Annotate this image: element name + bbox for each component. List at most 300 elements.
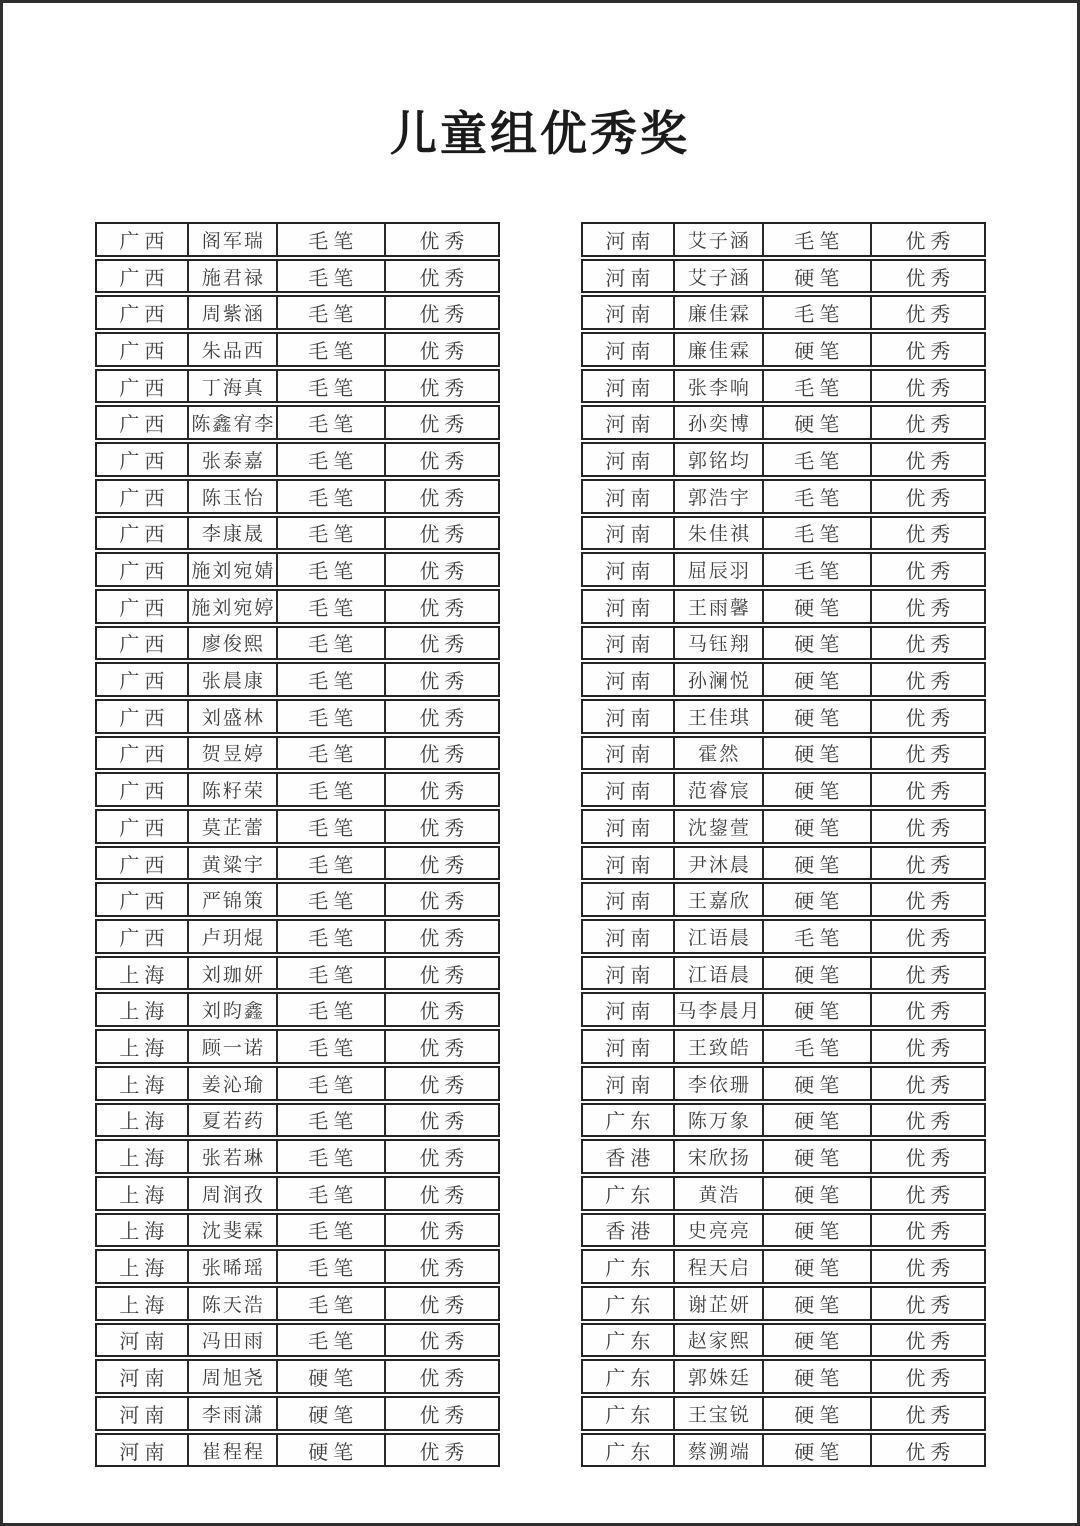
cell-pen-type: 毛笔 xyxy=(276,811,384,842)
cell-province: 广西 xyxy=(119,707,170,730)
cell-award: 优秀 xyxy=(384,701,498,732)
cell-name: 霍然 xyxy=(673,738,762,769)
cell-name: 郭浩宇 xyxy=(673,481,762,512)
table-row xyxy=(581,956,986,991)
cell-name: 张晞瑶 xyxy=(187,1251,276,1282)
cell-province: 河南 xyxy=(605,1001,656,1024)
cell-pen-type: 毛笔 xyxy=(276,334,384,365)
cell-pen-type: 毛笔 xyxy=(276,701,384,732)
cell-award: 优秀 xyxy=(870,1178,984,1209)
cell-name: 莫芷蕾 xyxy=(187,811,276,842)
cell-award: 优秀 xyxy=(384,1178,498,1209)
cell-name: 江语晨 xyxy=(673,921,762,952)
cell-award: 优秀 xyxy=(384,261,498,292)
cell-name: 张泰嘉 xyxy=(187,444,276,475)
cell-province: 上海 xyxy=(119,964,170,987)
cell-name: 宋欣扬 xyxy=(673,1141,762,1172)
cell-award: 优秀 xyxy=(870,444,984,475)
cell-province: 广东 xyxy=(605,1331,656,1354)
cell-award: 优秀 xyxy=(384,1215,498,1246)
cell-province: 广西 xyxy=(119,597,170,620)
cell-award: 优秀 xyxy=(384,371,498,402)
cell-province: 河南 xyxy=(605,450,656,473)
cell-award: 优秀 xyxy=(870,1031,984,1062)
table-row xyxy=(581,1103,986,1138)
cell-pen-type: 硬笔 xyxy=(762,261,870,292)
cell-pen-type: 硬笔 xyxy=(762,1398,870,1429)
table-row xyxy=(581,809,986,844)
cell-pen-type: 毛笔 xyxy=(276,554,384,585)
cell-pen-type: 硬笔 xyxy=(762,1361,870,1392)
cell-award: 优秀 xyxy=(870,701,984,732)
cell-name: 冯田雨 xyxy=(187,1325,276,1356)
table-row xyxy=(95,1139,500,1174)
cell-award: 优秀 xyxy=(870,334,984,365)
cell-name: 沈鋆萱 xyxy=(673,811,762,842)
cell-award: 优秀 xyxy=(384,334,498,365)
cell-pen-type: 毛笔 xyxy=(276,261,384,292)
table-row xyxy=(581,1139,986,1174)
cell-pen-type: 硬笔 xyxy=(762,994,870,1025)
table-row xyxy=(95,1286,500,1321)
cell-pen-type: 硬笔 xyxy=(762,1325,870,1356)
cell-name: 周紫涵 xyxy=(187,297,276,328)
cell-pen-type: 硬笔 xyxy=(762,701,870,732)
table-row xyxy=(95,736,500,771)
cell-province: 河南 xyxy=(605,1074,656,1097)
cell-pen-type: 硬笔 xyxy=(762,1141,870,1172)
table-row xyxy=(581,772,986,807)
cell-pen-type: 毛笔 xyxy=(276,518,384,549)
cell-pen-type: 毛笔 xyxy=(762,444,870,475)
cell-name: 顾一诺 xyxy=(187,1031,276,1062)
cell-award: 优秀 xyxy=(870,848,984,879)
table-row xyxy=(581,626,986,661)
table-row xyxy=(95,809,500,844)
cell-award: 优秀 xyxy=(870,1251,984,1282)
cell-province: 河南 xyxy=(605,267,656,290)
cell-award: 优秀 xyxy=(384,407,498,438)
cell-province: 上海 xyxy=(119,1111,170,1134)
cell-name: 陈玉怡 xyxy=(187,481,276,512)
cell-award: 优秀 xyxy=(870,1068,984,1099)
cell-award: 优秀 xyxy=(870,664,984,695)
cell-award: 优秀 xyxy=(384,1361,498,1392)
cell-province: 河南 xyxy=(119,1331,170,1354)
cell-name: 屈辰羽 xyxy=(673,554,762,585)
cell-award: 优秀 xyxy=(870,297,984,328)
cell-award: 优秀 xyxy=(870,224,984,255)
cell-province: 河南 xyxy=(605,1037,656,1060)
table-row xyxy=(95,479,500,514)
cell-province: 河南 xyxy=(605,597,656,620)
cell-province: 上海 xyxy=(119,1074,170,1097)
cell-award: 优秀 xyxy=(384,481,498,512)
cell-pen-type: 毛笔 xyxy=(276,297,384,328)
cell-award: 优秀 xyxy=(384,1251,498,1282)
cell-pen-type: 毛笔 xyxy=(276,481,384,512)
cell-province: 上海 xyxy=(119,1258,170,1281)
cell-name: 卢玥焜 xyxy=(187,921,276,952)
cell-province: 香港 xyxy=(605,1148,656,1171)
cell-award: 优秀 xyxy=(384,297,498,328)
cell-pen-type: 毛笔 xyxy=(276,1215,384,1246)
cell-award: 优秀 xyxy=(870,591,984,622)
cell-province: 上海 xyxy=(119,1221,170,1244)
cell-name: 张若琳 xyxy=(187,1141,276,1172)
cell-province: 广西 xyxy=(119,267,170,290)
cell-province: 广西 xyxy=(119,854,170,877)
cell-award: 优秀 xyxy=(384,554,498,585)
cell-pen-type: 毛笔 xyxy=(276,224,384,255)
cell-pen-type: 毛笔 xyxy=(276,994,384,1025)
cell-award: 优秀 xyxy=(384,921,498,952)
cell-name: 王嘉欣 xyxy=(673,884,762,915)
page-title: 儿童组优秀奖 xyxy=(390,109,690,161)
cell-province: 河南 xyxy=(119,1404,170,1427)
cell-name: 姜沁瑜 xyxy=(187,1068,276,1099)
cell-pen-type: 硬笔 xyxy=(762,591,870,622)
cell-pen-type: 毛笔 xyxy=(276,407,384,438)
table-row xyxy=(581,1433,986,1468)
cell-award: 优秀 xyxy=(870,811,984,842)
cell-pen-type: 毛笔 xyxy=(276,444,384,475)
cell-pen-type: 毛笔 xyxy=(762,481,870,512)
cell-award: 优秀 xyxy=(384,774,498,805)
cell-award: 优秀 xyxy=(384,848,498,879)
cell-award: 优秀 xyxy=(384,1288,498,1319)
table-row xyxy=(581,1176,986,1211)
cell-award: 优秀 xyxy=(384,811,498,842)
cell-province: 河南 xyxy=(605,744,656,767)
cell-award: 优秀 xyxy=(384,224,498,255)
table-row xyxy=(581,259,986,294)
cell-pen-type: 毛笔 xyxy=(762,554,870,585)
cell-award: 优秀 xyxy=(870,958,984,989)
cell-award: 优秀 xyxy=(870,481,984,512)
table-row xyxy=(581,1066,986,1101)
cell-province: 广西 xyxy=(119,524,170,547)
cell-pen-type: 硬笔 xyxy=(762,774,870,805)
table-row xyxy=(95,295,500,330)
cell-province: 广西 xyxy=(119,781,170,804)
cell-name: 廉佳霖 xyxy=(673,297,762,328)
cell-award: 优秀 xyxy=(384,664,498,695)
cell-province: 广东 xyxy=(605,1441,656,1464)
table-row xyxy=(581,846,986,881)
cell-award: 优秀 xyxy=(870,554,984,585)
cell-pen-type: 毛笔 xyxy=(762,921,870,952)
table-row xyxy=(581,882,986,917)
cell-pen-type: 硬笔 xyxy=(762,1288,870,1319)
cell-province: 河南 xyxy=(605,340,656,363)
cell-award: 优秀 xyxy=(870,1215,984,1246)
table-row xyxy=(581,1359,986,1394)
cell-award: 优秀 xyxy=(384,884,498,915)
cell-name: 朱品西 xyxy=(187,334,276,365)
table-row xyxy=(581,662,986,697)
cell-pen-type: 毛笔 xyxy=(276,1031,384,1062)
cell-award: 优秀 xyxy=(384,958,498,989)
cell-pen-type: 硬笔 xyxy=(762,407,870,438)
cell-award: 优秀 xyxy=(870,407,984,438)
cell-name: 孙奕博 xyxy=(673,407,762,438)
table-row xyxy=(581,699,986,734)
cell-province: 上海 xyxy=(119,1148,170,1171)
cell-award: 优秀 xyxy=(384,994,498,1025)
cell-name: 周旭尧 xyxy=(187,1361,276,1392)
cell-name: 陈籽荣 xyxy=(187,774,276,805)
cell-province: 河南 xyxy=(605,817,656,840)
cell-province: 广西 xyxy=(119,304,170,327)
cell-province: 河南 xyxy=(605,781,656,804)
cell-province: 河南 xyxy=(119,1441,170,1464)
table-row xyxy=(95,1029,500,1064)
table-row xyxy=(95,405,500,440)
cell-province: 广西 xyxy=(119,561,170,584)
cell-pen-type: 硬笔 xyxy=(276,1398,384,1429)
cell-award: 优秀 xyxy=(870,921,984,952)
cell-province: 河南 xyxy=(605,524,656,547)
table-row xyxy=(581,992,986,1027)
cell-name: 沈斐霖 xyxy=(187,1215,276,1246)
cell-name: 江语晨 xyxy=(673,958,762,989)
cell-name: 施君禄 xyxy=(187,261,276,292)
table-row xyxy=(95,992,500,1027)
table-row xyxy=(95,1103,500,1138)
table-row xyxy=(95,699,500,734)
cell-name: 黄粱宇 xyxy=(187,848,276,879)
cell-award: 优秀 xyxy=(870,1141,984,1172)
cell-pen-type: 硬笔 xyxy=(762,1435,870,1466)
cell-province: 河南 xyxy=(605,927,656,950)
cell-pen-type: 毛笔 xyxy=(276,1068,384,1099)
cell-province: 河南 xyxy=(605,377,656,400)
cell-province: 上海 xyxy=(119,1294,170,1317)
cell-name: 李雨潇 xyxy=(187,1398,276,1429)
table-row xyxy=(581,222,986,257)
cell-pen-type: 毛笔 xyxy=(276,1141,384,1172)
cell-award: 优秀 xyxy=(870,628,984,659)
cell-province: 广西 xyxy=(119,377,170,400)
cell-province: 河南 xyxy=(605,304,656,327)
cell-province: 河南 xyxy=(605,487,656,510)
cell-province: 广西 xyxy=(119,744,170,767)
table-row xyxy=(581,369,986,404)
cell-pen-type: 硬笔 xyxy=(762,884,870,915)
table-row xyxy=(581,405,986,440)
cell-name: 刘盛林 xyxy=(187,701,276,732)
cell-pen-type: 硬笔 xyxy=(762,1251,870,1282)
cell-province: 河南 xyxy=(605,854,656,877)
cell-name: 史亮亮 xyxy=(673,1215,762,1246)
cell-pen-type: 毛笔 xyxy=(276,1325,384,1356)
cell-pen-type: 硬笔 xyxy=(762,1068,870,1099)
table-row xyxy=(95,1213,500,1248)
cell-name: 谢芷妍 xyxy=(673,1288,762,1319)
table-row xyxy=(95,369,500,404)
table-row xyxy=(581,1396,986,1431)
cell-province: 广西 xyxy=(119,927,170,950)
cell-award: 优秀 xyxy=(870,1435,984,1466)
table-row xyxy=(581,1323,986,1358)
cell-award: 优秀 xyxy=(384,1105,498,1136)
table-row xyxy=(581,1286,986,1321)
cell-pen-type: 毛笔 xyxy=(276,1288,384,1319)
cell-pen-type: 硬笔 xyxy=(762,628,870,659)
cell-award: 优秀 xyxy=(870,1398,984,1429)
cell-name: 丁海真 xyxy=(187,371,276,402)
cell-award: 优秀 xyxy=(384,591,498,622)
cell-name: 王佳琪 xyxy=(673,701,762,732)
cell-name: 蔡溯端 xyxy=(673,1435,762,1466)
cell-province: 广东 xyxy=(605,1294,656,1317)
cell-name: 崔程程 xyxy=(187,1435,276,1466)
cell-award: 优秀 xyxy=(870,994,984,1025)
award-table-right xyxy=(581,222,986,1467)
cell-pen-type: 毛笔 xyxy=(276,371,384,402)
cell-province: 广西 xyxy=(119,891,170,914)
cell-award: 优秀 xyxy=(384,1141,498,1172)
table-row xyxy=(95,1396,500,1431)
cell-name: 赵家熙 xyxy=(673,1325,762,1356)
cell-province: 广西 xyxy=(119,414,170,437)
cell-pen-type: 硬笔 xyxy=(762,1178,870,1209)
cell-pen-type: 硬笔 xyxy=(762,958,870,989)
cell-award: 优秀 xyxy=(870,1288,984,1319)
cell-province: 河南 xyxy=(605,634,656,657)
cell-name: 马钰翔 xyxy=(673,628,762,659)
cell-pen-type: 毛笔 xyxy=(276,1105,384,1136)
cell-award: 优秀 xyxy=(870,1361,984,1392)
cell-pen-type: 毛笔 xyxy=(762,1031,870,1062)
cell-award: 优秀 xyxy=(870,518,984,549)
cell-award: 优秀 xyxy=(384,1031,498,1062)
table-row xyxy=(95,589,500,624)
cell-name: 张晨康 xyxy=(187,664,276,695)
cell-pen-type: 毛笔 xyxy=(276,921,384,952)
cell-pen-type: 毛笔 xyxy=(276,628,384,659)
cell-name: 艾子涵 xyxy=(673,224,762,255)
table-row xyxy=(581,295,986,330)
cell-province: 广西 xyxy=(119,487,170,510)
cell-name: 郭铭均 xyxy=(673,444,762,475)
cell-pen-type: 毛笔 xyxy=(762,224,870,255)
cell-pen-type: 毛笔 xyxy=(276,591,384,622)
cell-pen-type: 毛笔 xyxy=(276,848,384,879)
cell-province: 河南 xyxy=(605,707,656,730)
table-row xyxy=(95,442,500,477)
table-row xyxy=(581,919,986,954)
cell-name: 廉佳霖 xyxy=(673,334,762,365)
cell-pen-type: 硬笔 xyxy=(762,334,870,365)
cell-name: 范睿宸 xyxy=(673,774,762,805)
award-tables-container xyxy=(95,222,986,1467)
cell-pen-type: 硬笔 xyxy=(762,664,870,695)
table-row xyxy=(95,1359,500,1394)
cell-province: 香港 xyxy=(605,1221,656,1244)
table-row xyxy=(95,516,500,551)
cell-name: 马李晨月 xyxy=(673,994,762,1025)
cell-province: 上海 xyxy=(119,1184,170,1207)
cell-name: 朱佳祺 xyxy=(673,518,762,549)
cell-province: 广西 xyxy=(119,817,170,840)
cell-province: 广西 xyxy=(119,671,170,694)
cell-province: 广东 xyxy=(605,1258,656,1281)
cell-name: 廖俊熙 xyxy=(187,628,276,659)
cell-pen-type: 毛笔 xyxy=(276,1178,384,1209)
table-row xyxy=(95,552,500,587)
cell-name: 刘珈妍 xyxy=(187,958,276,989)
table-row xyxy=(95,772,500,807)
cell-award: 优秀 xyxy=(870,1325,984,1356)
cell-award: 优秀 xyxy=(384,444,498,475)
table-row xyxy=(95,626,500,661)
cell-pen-type: 硬笔 xyxy=(762,811,870,842)
table-row xyxy=(581,479,986,514)
cell-award: 优秀 xyxy=(870,884,984,915)
cell-pen-type: 硬笔 xyxy=(276,1361,384,1392)
cell-province: 河南 xyxy=(605,561,656,584)
cell-award: 优秀 xyxy=(384,628,498,659)
cell-pen-type: 毛笔 xyxy=(276,664,384,695)
cell-pen-type: 毛笔 xyxy=(276,774,384,805)
cell-province: 广西 xyxy=(119,634,170,657)
cell-province: 广东 xyxy=(605,1184,656,1207)
cell-award: 优秀 xyxy=(870,261,984,292)
cell-province: 广东 xyxy=(605,1404,656,1427)
cell-name: 严锦策 xyxy=(187,884,276,915)
cell-province: 广西 xyxy=(119,230,170,253)
cell-pen-type: 硬笔 xyxy=(762,738,870,769)
cell-pen-type: 毛笔 xyxy=(762,371,870,402)
cell-award: 优秀 xyxy=(384,518,498,549)
table-row xyxy=(581,736,986,771)
cell-name: 程天启 xyxy=(673,1251,762,1282)
cell-province: 广东 xyxy=(605,1368,656,1391)
cell-province: 河南 xyxy=(605,671,656,694)
cell-name: 陈天浩 xyxy=(187,1288,276,1319)
cell-name: 施刘宛婧 xyxy=(187,554,276,585)
cell-province: 河南 xyxy=(119,1368,170,1391)
cell-name: 王宝锐 xyxy=(673,1398,762,1429)
cell-name: 郭姝廷 xyxy=(673,1361,762,1392)
cell-award: 优秀 xyxy=(870,774,984,805)
table-row xyxy=(581,332,986,367)
table-row xyxy=(95,1433,500,1468)
table-row xyxy=(581,1029,986,1064)
cell-name: 刘昀鑫 xyxy=(187,994,276,1025)
table-row xyxy=(581,552,986,587)
cell-province: 广西 xyxy=(119,450,170,473)
cell-province: 广西 xyxy=(119,340,170,363)
table-row xyxy=(95,222,500,257)
cell-pen-type: 毛笔 xyxy=(276,738,384,769)
cell-name: 夏若药 xyxy=(187,1105,276,1136)
cell-name: 王雨馨 xyxy=(673,591,762,622)
cell-province: 河南 xyxy=(605,414,656,437)
table-row xyxy=(95,1323,500,1358)
table-row xyxy=(95,956,500,991)
cell-pen-type: 毛笔 xyxy=(762,518,870,549)
cell-pen-type: 硬笔 xyxy=(762,848,870,879)
cell-award: 优秀 xyxy=(870,1105,984,1136)
cell-name: 王致皓 xyxy=(673,1031,762,1062)
table-row xyxy=(581,1213,986,1248)
cell-pen-type: 毛笔 xyxy=(276,958,384,989)
cell-name: 张李响 xyxy=(673,371,762,402)
cell-pen-type: 硬笔 xyxy=(762,1215,870,1246)
